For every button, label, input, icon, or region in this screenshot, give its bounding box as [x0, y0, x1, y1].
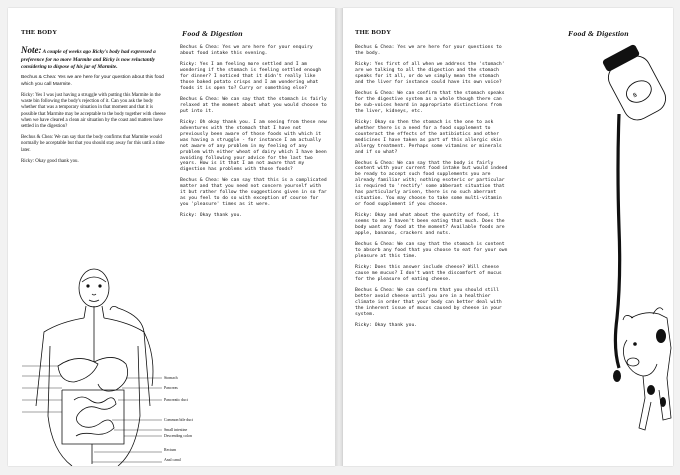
paragraph: Ricky: Oh okay thank you. I am seeing from these new adventures with the stomach that I have not previously been aware of those foods with which it was having a struggle - for instance I am actually not aware of any problem in my feeling of any problem with either wheat of dairy which I have been avoiding following your advice for the last two years. How is it that I am not aware that my digestion has problems with those foods?	[180, 119, 327, 173]
paragraph: Bechus & Chea: We can say that the stomach is fairly relaxed at the moment about what you would choose to put into it.	[180, 96, 327, 114]
paragraph: Bechus & Chea: We can say that the body is fairly content with your current food intake but would indeed be ready to accept such food supplements you are already familiar with; nothing esoteric or particular is required to 'rectify' some abberant situation that has particularly arisen, there is no such aberrant situation. You may choose to take some multi-vitamin or food supplement if you choose.	[355, 160, 508, 208]
paragraph: Ricky: Okay thank you.	[355, 322, 418, 328]
paragraph: Ricky: Yes first of all when we address the 'stomach' are we talking to all the digestion and the stomach speaks for it all, or do we simply mean the stomach and the liver for instance could have its own voice?	[355, 61, 505, 85]
left-page	[8, 8, 335, 466]
right-header-brand: Food & Digestion	[568, 29, 629, 38]
anatomy-label-pancreas: Pancreas	[164, 386, 178, 390]
paragraph: Bechus & Chea: Yes we are here for your questions to the body.	[355, 45, 502, 56]
anatomy-label-anal-canal: Anal canal	[164, 458, 181, 462]
anatomy-label-common-bile-duct: Common bile duct	[164, 418, 193, 422]
paragraph: Bechus & Chea: We can confirm that the stomach speaks for the digestive system as a whole though there can be sub-voices heard in appropriate distinctions from the liver, kidneys, etc.	[355, 90, 505, 114]
paragraph: Bechus & Chea: We can say that the body confirms that Marmite would normally be acceptable but that you should stay away for this until a time later.	[21, 135, 165, 153]
svg-text:ꞩ: ꞩ	[631, 90, 639, 100]
paragraph: Bechus & Chea: We can say that this is a complicated matter and that you need not concern yourself with it but rather follow the suggestions given in so far as you feel to do so with exception of course for you 'pleasure' times as it were.	[180, 178, 327, 208]
paragraph: Ricky: Okay and what about the quantity of food, it seems to me I haven't been eating that much. Does the body want any food at the moment? Available foods are apple, bananas, crackers and nuts.	[355, 213, 505, 237]
left-header-brand: Food & Digestion	[182, 29, 243, 38]
right-column-1	[355, 45, 509, 334]
paragraph: Bechus & Chea: Yes we are here for your enquiry about food intake this evening.	[180, 45, 313, 56]
anatomy-label-small-intestine: Small intestine	[164, 428, 188, 432]
paragraph: Ricky: Okay good thank you.	[21, 158, 79, 164]
right-header-section: THE BODY	[355, 29, 392, 36]
left-header-section: THE BODY	[21, 29, 58, 36]
left-column-2	[180, 45, 328, 224]
note-label: Note:	[21, 45, 42, 55]
paragraph: Ricky: Does this answer include cheese? Will cheese cause me mucus? I don't want the discomfort of mucus for the pleasure of eating cheese.	[355, 265, 502, 282]
anatomy-label-descending-colon: Descending colon	[164, 434, 192, 438]
paragraph: Ricky: Okay so then the stomach is the one to ask whether there is a need for a food supplement to counteract the effects of the antibiotics and other medicines I have taken as part of this allergic skin allergy treatment. Perhaps some vitamins or minerals and if so what?	[355, 119, 502, 155]
marmite-jar-and-cow-illustration	[567, 18, 673, 458]
right-page	[343, 8, 673, 466]
paragraph: Bechus & Chea: Yes we are here for your question about this food which you call Marmite.	[21, 75, 165, 87]
anatomy-label-pancreatic-duct: Pancreatic duct	[164, 398, 188, 402]
anatomy-label-stomach: Stomach	[164, 376, 178, 380]
paragraph: Ricky: Okay thank you.	[180, 213, 243, 219]
note-text: A couple of weeks ago Ricky's body had expressed a preference for no more Marmite and Ricky is now reluctantly considering to dispose of his jar of Marmite.	[21, 49, 156, 70]
paragraph: Bechus & Chea: We can say that the stomach is content to absorb any food that you choose to eat for your own pleasure at this time.	[355, 242, 508, 260]
paragraph: Bechus & Chea: We can confirm that you should still better avoid cheese until you are in a healthier climate in order that your body can better deal with the inherent issue of mucus caused by cheese in your system.	[355, 287, 502, 317]
digestive-system-illustration	[22, 266, 182, 466]
editor-note	[21, 45, 169, 70]
anatomy-label-rectum: Rectum	[164, 448, 177, 452]
paragraph: Ricky: Yes I was just having a struggle with putting this Marmite in the waste bin following the body's rejection of it. Can you ask the body whether that was a temporary situation in that moment and that it is possible that Marmite may be acceptable to the body together with cheese when we have cleared a clean air situation by the coast and matters have settled in the digestion?	[21, 92, 166, 129]
left-column-1	[21, 45, 169, 170]
book-gutter	[335, 8, 343, 466]
paragraph: Ricky: Yes I am feeling more settled and I am wondering if the stomach is feeling settled enough for dinner? I noticed that it didn't really like those baked potato crisps and I am wondering what foods it is open to? Curry or something else?	[180, 61, 322, 91]
